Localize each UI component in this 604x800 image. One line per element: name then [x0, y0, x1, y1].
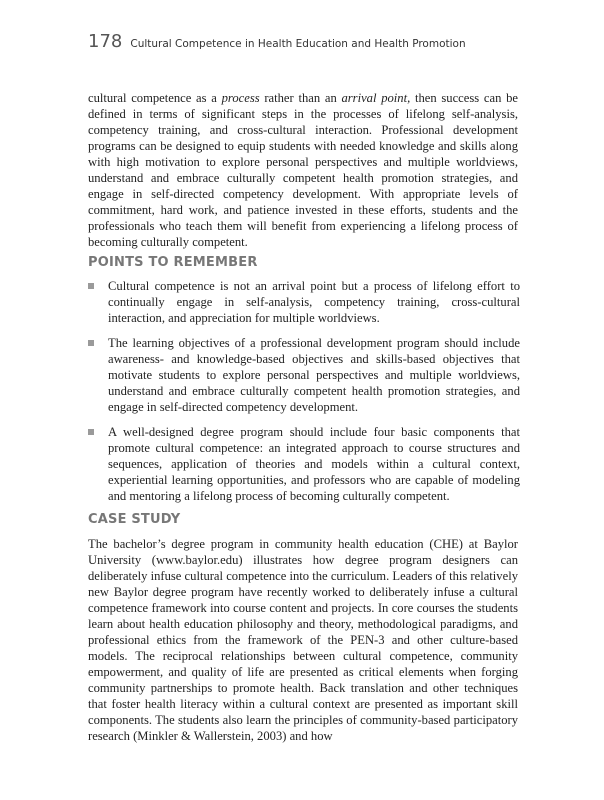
list-item — [88, 424, 520, 504]
list-item — [88, 335, 520, 415]
running-head — [88, 31, 466, 52]
case-study-heading: CASE STUDY — [88, 512, 181, 527]
page-number: 178 — [88, 31, 123, 52]
intro-emphasis-arrival-point: arrival point, — [341, 91, 411, 105]
points-list — [88, 278, 520, 513]
list-item-text: A well-designed degree program should include four basic components that promote cultural competence: an integrated approach to course structures and sequences, application of theories and models within a cultural context, experiential learning opportunities, and professors who are capable of modeling and mentoring a lifelong process of becoming culturally competent. — [108, 425, 520, 503]
intro-paragraph — [88, 90, 518, 250]
intro-emphasis-process: process — [221, 91, 260, 105]
intro-text-3: then success can be defined in terms of significant steps in the processes of lifelong self-analysis, competency training, and cross-cultural interaction. Professional development programs can be designed to equip students with needed knowledge and skills along with high motivation to explore personal perspectives and multiple worldviews, understand and embrace culturally competent health promotion strategies, and engage in self-directed competency development. With appropriate levels of commitment, hard work, and patience invested in these efforts, students and the professionals who teach them will benefit from experiencing a lifelong process of becoming culturally competent. — [88, 91, 518, 249]
points-to-remember-heading: POINTS TO REMEMBER — [88, 255, 258, 270]
list-item-text: The learning objectives of a professional development program should include awareness- and knowledge-based objectives and skills-based objectives that motivate students to explore personal perspectives and multiple worldviews, understand and embrace culturally competent health promotion strategies, and engage in self-directed competency development. — [108, 336, 520, 414]
square-bullet-icon — [88, 340, 94, 346]
case-study-paragraph: The bachelor’s degree program in community health education (CHE) at Baylor University (www.baylor.edu) illustrates how degree program designers can deliberately infuse cultural competence into the curriculum. Leaders of this relatively new Baylor degree program have recently worked to deliberately infuse a cultural competence framework into course content and projects. In core courses the students learn about health education philosophy and theory, methodological paradigms, and professional ethics from the framework of the PEN-3 and other culture-based models. The reciprocal relationships between cultural competence, community empowerment, and quality of life are presented as critical elements when forging community partnerships to promote health. Back translation and other techniques that foster health literacy within a cultural context are presented as important skill components. The students also learn the principles of community-based participatory research (Minkler & Wallerstein, 2003) and how — [88, 537, 518, 743]
list-item — [88, 278, 520, 326]
square-bullet-icon — [88, 283, 94, 289]
book-title: Cultural Competence in Health Education and Health Promotion — [130, 38, 466, 50]
intro-text-1: cultural competence as a — [88, 91, 222, 105]
list-item-text: Cultural competence is not an arrival point but a process of lifelong effort to continually engage in self-analysis, competency training, cross-cultural interaction, and appreciation for multiple worldviews. — [108, 279, 520, 325]
intro-text-2: rather than an — [259, 91, 342, 105]
square-bullet-icon — [88, 429, 94, 435]
